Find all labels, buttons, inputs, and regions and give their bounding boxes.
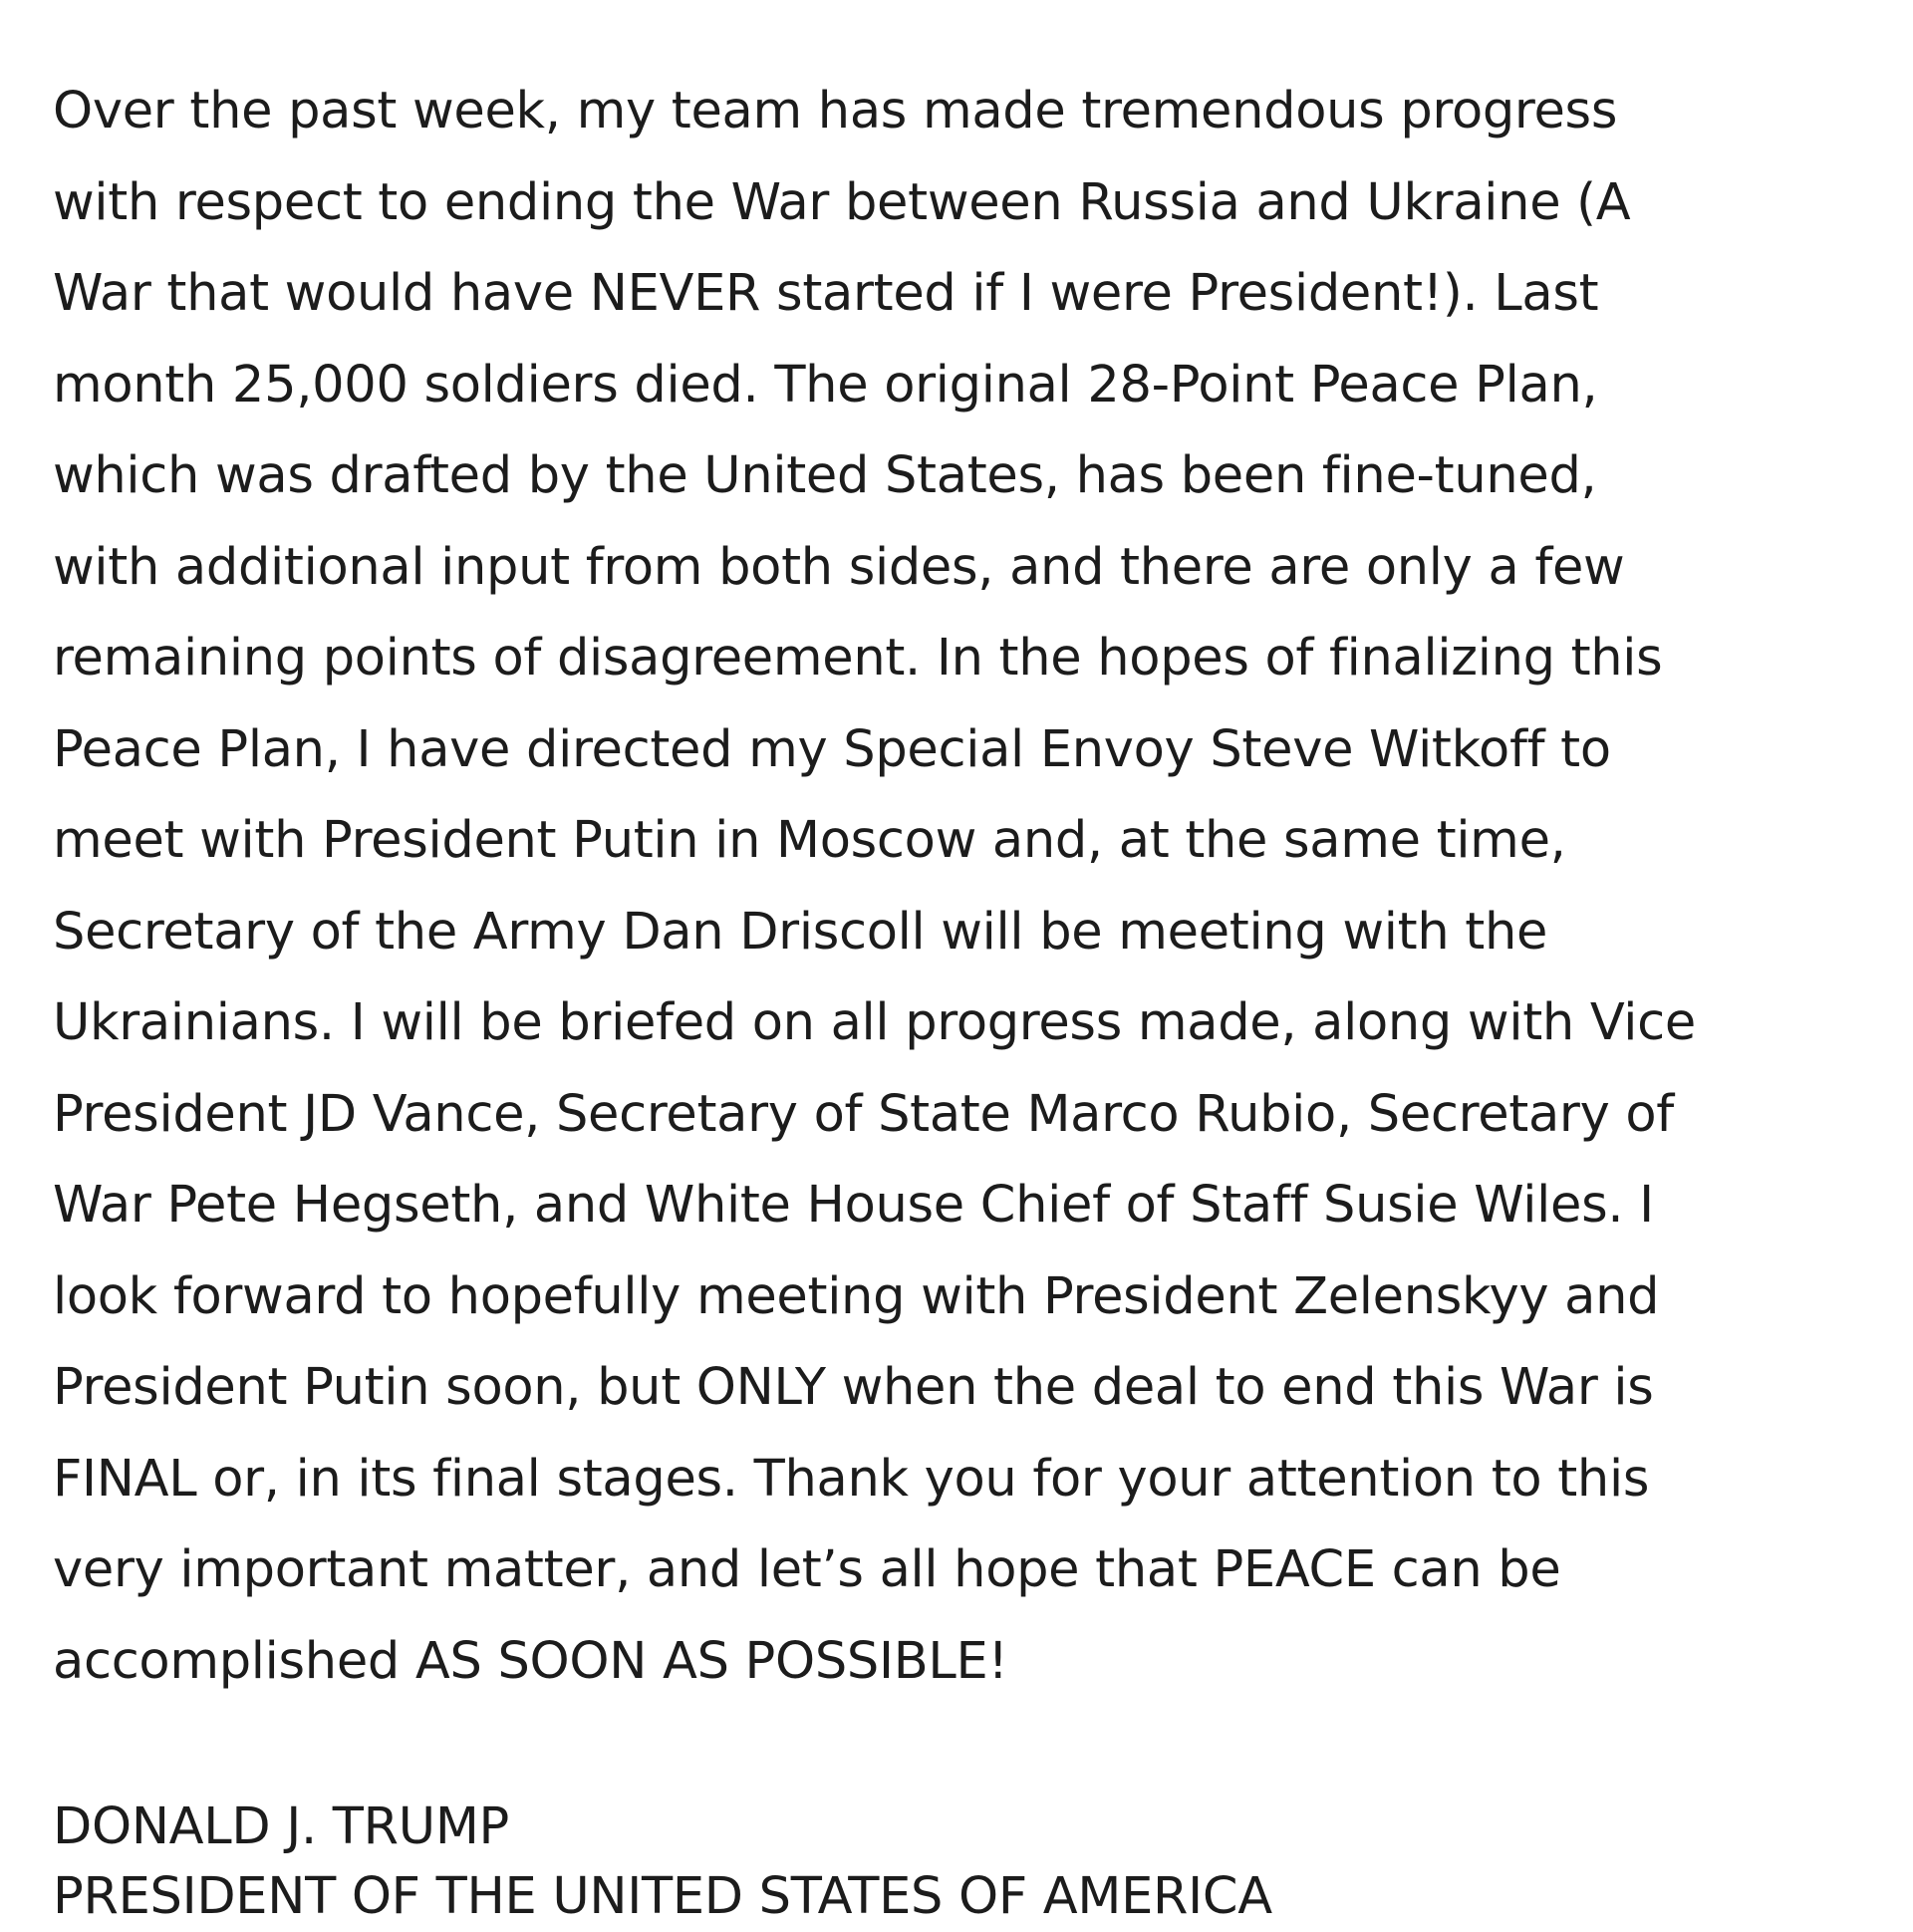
signature-name: DONALD J. TRUMP — [53, 1797, 509, 1856]
post-body-text: Over the past week, my team has made tremendous progress with respect to ending the War between Russia and Ukraine (A War that would have NEVER started if I were President!). Last month 25,000 soldiers died. The original 28-Point Peace Plan, which was drafted by the United States, has been fine-tuned, with additional input from both sides, and there are only a few remaining points of disagreement. In the hopes of finalizing this Peace Plan, I have directed my Special Envoy Steve Witkoff to meet with President Putin in Moscow and, at the same time, Secretary of the Army Dan Driscoll will be meeting with the Ukrainians. I will be briefed on all progress made, along with Vice President JD Vance, Secretary of State Marco Rubio, Secretary of War Pete Hegseth, and White House Chief of Staff Susie Wiles. I look forward to hopefully meeting with President Zelenskyy and President Putin soon, but ONLY when the deal to end this War is FINAL or, in its final stages. Thank you for your attention to this very important matter, and let’s all hope that PEACE can be accomplished AS SOON AS POSSIBLE! — [53, 82, 1696, 1691]
signature-title: PRESIDENT OF THE UNITED STATES OF AMERICA — [53, 1867, 1272, 1926]
post-content — [53, 66, 1876, 1932]
signature-block — [53, 1793, 1876, 1932]
